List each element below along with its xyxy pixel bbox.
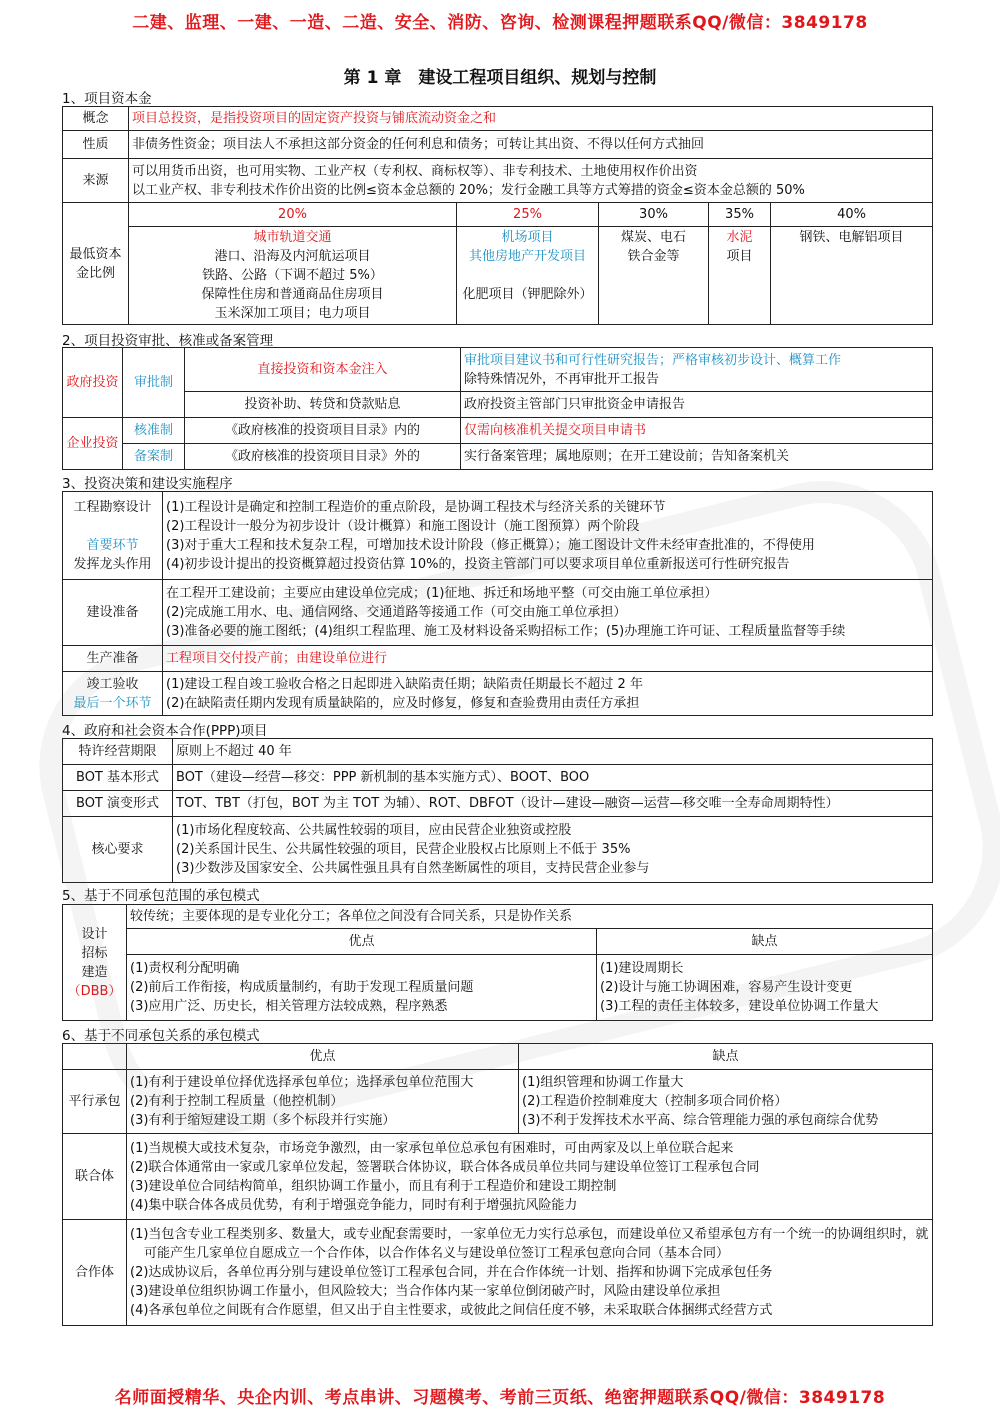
scope-mode-table: [62, 904, 933, 1021]
term-text: 原则上不超过 40 年: [173, 739, 933, 765]
jv-label: 联合体: [63, 1134, 127, 1220]
source-label: 来源: [63, 159, 129, 203]
relation-mode-table: [62, 1043, 933, 1326]
prep-label: 建设准备: [63, 580, 163, 646]
parallel-pros-item: (2)有利于控制工程质量（他控机制）: [130, 1094, 344, 1109]
c25-item: 化肥项目（钾肥除外）: [462, 287, 593, 302]
enterprise-investment-label: 企业投资: [63, 418, 123, 470]
dbb-label: 建造: [81, 964, 108, 980]
prod-text: 工程项目交付投产前；由建设单位进行: [163, 646, 933, 672]
ppp-table: [62, 738, 933, 883]
chapter-title: 第 1 章 建设工程项目组织、规划与控制: [343, 68, 657, 88]
dbb-label: （DBB）: [67, 983, 122, 999]
design-label: 工程勘察设计: [73, 499, 152, 515]
pct-25: 25%: [457, 203, 599, 227]
parallel-cons-item: (1)组织管理和协调工作量大: [522, 1075, 684, 1090]
design-sub-1: 首要环节: [86, 537, 139, 553]
bot-basic-label: BOT 基本形式: [63, 765, 173, 791]
c30-item: 煤炭、电石: [620, 230, 686, 245]
section-6-heading: 6、基于不同承包关系的承包模式: [62, 1028, 260, 1044]
verify-desc: 仅需向核准机关提交项目申请书: [461, 418, 933, 444]
c25-item: 其他房地产开发项目: [468, 249, 586, 264]
approval-table: [62, 347, 933, 470]
jv-item: (1)当规模大或技术复杂，市场竞争激烈，由一家承包单位总承包有困难时，可由两家及以上单位联合起来: [130, 1140, 734, 1156]
pct-35: 35%: [709, 203, 771, 227]
c35-item: 水泥: [726, 230, 753, 245]
core-item: (1)市场化程度较高、公共属性较弱的项目，应由民营企业独资或控股: [176, 823, 572, 838]
design-item: (3)对于重大工程和技术复杂工程，可增加技术设计阶段（修正概算）；施工图设计文件未经审查批准的，不得使用: [166, 537, 815, 553]
pct-40: 40%: [771, 203, 933, 227]
core-label: 核心要求: [63, 817, 173, 883]
dbb-label: 招标: [81, 945, 108, 961]
section-1-heading: 1、项目资本金: [62, 91, 152, 107]
verify-scope: 《政府核准的投资项目目录》内的: [185, 418, 461, 444]
parallel-cons-item: (3)不利于发挥技术水平高、综合管理能力强的承包商综合优势: [522, 1113, 879, 1128]
section-5-heading: 5、基于不同承包范围的承包模式: [62, 888, 260, 904]
nature-label: 性质: [63, 131, 129, 159]
cons-item: (1)建设周期长: [600, 961, 684, 976]
c20-item: 港口、沿海及内河航运项目: [214, 249, 371, 264]
coop-item: (3)建设单位组织协调工作量小，但风险较大；当合作体内某一家单位倒闭破产时，风险由建设单位承担: [130, 1284, 721, 1299]
pros-item: (2)前后工作衔接，构成质量制约，有助于发现工程质量问题: [130, 980, 474, 995]
c20-item: 玉米深加工项目；电力项目: [214, 306, 371, 321]
capital-table: [62, 106, 933, 325]
c20-item: 铁路、公路（下调不超过 5%）: [202, 268, 383, 283]
subsidy-label: 投资补助、转贷和贷款贴息: [185, 392, 461, 418]
bot-basic-text: BOT（建设—经营—移交：PPP 新机制的基本实施方式）、BOOT、BOO: [173, 765, 933, 791]
gov-investment-label: 政府投资: [63, 348, 123, 418]
source-line-1: 可以用货币出资，也可用实物、工业产权（专利权、商标权等）、非专利技术、土地使用权作价出资: [132, 163, 698, 179]
accept-item: (2)在缺陷责任期内发现有质量缺陷的，应及时修复，修复和查验费用由责任方承担: [166, 695, 640, 711]
direct-desc-1: 审批项目建议书和可行性研究报告；严格审核初步设计、概算工作: [464, 352, 842, 368]
pros-item: (1)责权利分配明确: [130, 961, 240, 976]
pros-item: (3)应用广泛、历史长，相关管理方法较成熟，程序熟悉: [130, 999, 448, 1014]
cons-item: (2)设计与施工协调困难，容易产生设计变更: [600, 980, 853, 995]
design-sub-2: 发挥龙头作用: [73, 556, 152, 572]
c25-item: 机场项目: [501, 230, 554, 245]
dbb-label: 设计: [81, 926, 108, 942]
parallel-pros-item: (3)有利于缩短建设工期（多个标段并行实施）: [130, 1113, 396, 1128]
core-item: (3)少数涉及国家安全、公共属性强且具有自然垄断属性的项目，支持民营企业参与: [176, 861, 650, 876]
concept-text: 项目总投资，是指投资项目的固定资产投资与铺底流动资金之和: [129, 107, 933, 131]
coop-item: (2)达成协议后，各单位再分别与建设单位签订工程承包合同，并在合作体统一计划、指挥和协调下完成承包任务: [130, 1265, 773, 1280]
section-3-heading: 3、投资决策和建设实施程序: [62, 476, 233, 492]
procedure-table: [62, 491, 933, 716]
c40-item: 钢铁、电解铝项目: [771, 227, 933, 325]
design-item: (1)工程设计是确定和控制工程造价的重点阶段，是协调工程技术与经济关系的关键环节: [166, 499, 666, 515]
c20-item: 城市轨道交通: [253, 230, 332, 245]
coop-item: (1)当包含专业工程类别多、数量大，或专业配套需要时，一家单位无力实行总承包，而建设单位又希望承包方有一个统一的协调组织时，就可能产生几家单位自愿成立一个合作体，以合作体名义与建设单位签订工程承包意向合同（基本合同）: [130, 1227, 929, 1261]
record-desc: 实行备案管理；属地原则；在开工建设前；告知备案机关: [461, 444, 933, 470]
pros-header: 优点: [127, 929, 597, 955]
accept-sub: 最后一个环节: [73, 695, 152, 711]
record-system-label: 备案制: [123, 444, 185, 470]
cons-header: 缺点: [519, 1044, 933, 1070]
concept-label: 概念: [63, 107, 129, 131]
direct-desc-2: 除特殊情况外，不再审批开工报告: [464, 371, 660, 387]
core-item: (2)关系国计民生、公共属性较强的项目，民营企业股权占比原则上不低于 35%: [176, 842, 631, 857]
design-item: (4)初步设计提出的投资概算超过投资估算 10%的，投资主管部门可以要求项目单位重新报送可行性研究报告: [166, 556, 790, 572]
dbb-traditional: 较传统；主要体现的是专业化分工；各单位之间没有合同关系，只是协作关系: [127, 905, 933, 929]
bottom-advertisement: 名师面授精华、央企内训、考点串讲、习题模考、考前三页纸、绝密押题联系QQ/微信：3849178: [114, 1388, 886, 1408]
top-advertisement: 二建、监理、一建、一造、二造、安全、消防、咨询、检测课程押题联系QQ/微信：3849178: [132, 13, 868, 33]
prep-item: (2)完成施工用水、电、通信网络、交通道路等接通工作（可交由施工单位承担）: [166, 605, 627, 620]
section-4-heading: 4、政府和社会资本合作(PPP)项目: [62, 723, 268, 739]
bot-variant-label: BOT 演变形式: [63, 791, 173, 817]
bot-variant-text: TOT、TBT（打包，BOT 为主 TOT 为辅）、ROT、DBFOT（设计—建设—融资—运营—移交唯一全寿命周期特性）: [173, 791, 933, 817]
pros-header: 优点: [127, 1044, 519, 1070]
prod-label: 生产准备: [63, 646, 163, 672]
parallel-pros-item: (1)有利于建设单位择优选择承包单位；选择承包单位范围大: [130, 1075, 474, 1090]
source-line-2: 以工业产权、非专利技术作价出资的比例≤资本金总额的 20%；发行金融工具等方式筹措的资金≤资本金总额的 50%: [132, 182, 805, 198]
parallel-label: 平行承包: [63, 1070, 127, 1134]
cons-header: 缺点: [597, 929, 933, 955]
coop-item: (4)各承包单位之间既有合作愿望，但又出于自主性要求，或彼此之间信任度不够，未采取联合体捆绑式经营方式: [130, 1303, 773, 1318]
jv-item: (2)联合体通常由一家或几家单位发起，签署联合体协议，联合体各成员单位共同与建设单位签订工程承包合同: [130, 1159, 760, 1175]
approve-system-label: 审批制: [123, 348, 185, 418]
pct-30: 30%: [599, 203, 709, 227]
term-label: 特许经营期限: [63, 739, 173, 765]
parallel-cons-item: (2)工程造价控制难度大（控制多项合同价格）: [522, 1094, 788, 1109]
jv-item: (3)建设单位合同结构简单，组织协调工作量小，而且有利于工程造价和建设工期控制: [130, 1178, 617, 1194]
record-scope: 《政府核准的投资项目目录》外的: [185, 444, 461, 470]
ratio-label: 最低资本金比例: [63, 203, 129, 325]
pct-20: 20%: [129, 203, 457, 227]
jv-item: (4)集中联合体各成员优势，有利于增强竞争能力，同时有利于增强抗风险能力: [130, 1197, 578, 1213]
c30-item: 铁合金等: [627, 249, 680, 264]
design-item: (2)工程设计一般分为初步设计（设计概算）和施工图设计（施工图预算）两个阶段: [166, 518, 640, 534]
prep-item: 在工程开工建设前；主要应由建设单位完成；(1)征地、拆迁和场地平整（可交由施工单位承担）: [166, 586, 718, 601]
accept-item: (1)建设工程自竣工验收合格之日起即进入缺陷责任期；缺陷责任期最长不超过 2 年: [166, 676, 643, 692]
section-2-heading: 2、项目投资审批、核准或备案管理: [62, 333, 274, 349]
accept-label: 竣工验收: [86, 676, 139, 692]
direct-investment: 直接投资和资本金注入: [185, 348, 461, 392]
prep-item: (3)准备必要的施工图纸；(4)组织工程监理、施工及材料设备采购招标工作；(5)办理施工许可证、工程质量监督等手续: [166, 624, 846, 639]
nature-text: 非债务性资金；项目法人不承担这部分资金的任何利息和债务；可转让其出资、不得以任何方式抽回: [129, 131, 933, 159]
coop-label: 合作体: [63, 1220, 127, 1326]
c35-item: 项目: [726, 249, 753, 264]
subsidy-desc: 政府投资主管部门只审批资金申请报告: [461, 392, 933, 418]
verify-system-label: 核准制: [123, 418, 185, 444]
cons-item: (3)工程的责任主体较多，建设单位协调工作量大: [600, 999, 879, 1014]
c20-item: 保障性住房和普通商品住房项目: [201, 287, 384, 302]
